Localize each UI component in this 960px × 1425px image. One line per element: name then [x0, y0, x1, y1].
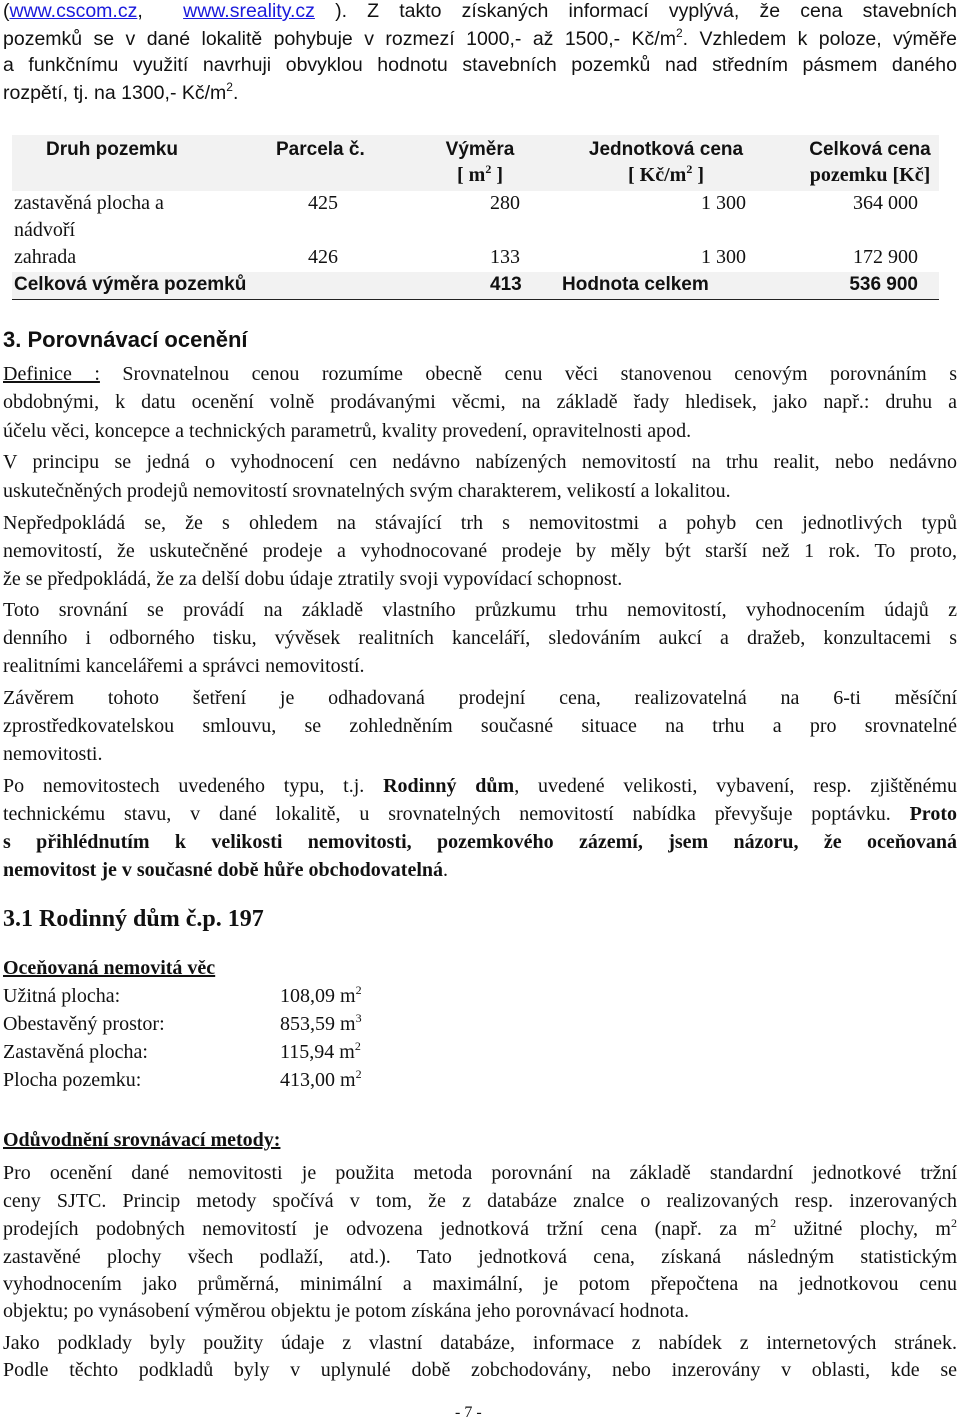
col-header-parcela: Parcela č. — [276, 139, 365, 160]
method-heading: Odůvodnění srovnávací metody: — [3, 1129, 281, 1151]
link-sreality[interactable]: www.sreality.cz — [183, 0, 315, 22]
table-row-2-vymera: 133 — [490, 246, 520, 268]
assumption-line-2: nemovitostí, že uskutečněné prodeje a vyhodnocované prodeje by měly být starší než 1 rok. To proto, — [3, 540, 957, 562]
method-line-1: Pro ocenění dané nemovitosti je použita metoda porovnání na základě standardní jednotkové tržní — [3, 1162, 957, 1184]
principle-line-2: uskutečněných prodejů nemovitostí srovnatelných svým charakterem, velikostí a lokalitou. — [3, 480, 731, 502]
param-value-1: 108,09 $m^2$ — [280, 983, 362, 1007]
definition-line-3: účelu věci, koncepce a technických parametrů, kvality provedení, opravitelnosti apod. — [3, 420, 692, 442]
market-line-2: technickému stavu, v dané lokalitě, u srovnatelných nemovitostí nabídka převyšuje poptávku. Proto — [3, 803, 957, 825]
conclusion-line-3: nemovitosti. — [3, 743, 103, 765]
principle-line-1: V principu se jedná o vyhodnocení cen nedávno nabízených nemovitostí na trhu realit, nebo nedávno — [3, 451, 957, 473]
col-header-druh: Druh pozemku — [46, 139, 178, 160]
table-row-2-celk: 172 900 — [853, 246, 918, 268]
method-line-3: prodejích podobných nemovitostí je odvozena jednotková tržní cena (např. za $m^2$ užitné plochy, $m^2$ — [3, 1216, 957, 1240]
total-vymera: 413 — [490, 274, 522, 295]
market-line-4: nemovitost je v současné době hůře obchodovatelná. — [3, 859, 449, 881]
valued-property-heading: Oceňovaná nemovitá věc — [3, 957, 216, 979]
comparison-line-3: realitními kancelářemi a správci nemovitostí. — [3, 655, 365, 677]
param-value-4: 413,00 $m^2$ — [280, 1067, 362, 1091]
col-header-vymera-unit: [ $m^2$ ] — [457, 162, 503, 186]
table-row-1-druh-l2: nádvoří — [14, 219, 76, 241]
definition-line-2: obdobnými, k datu ocenění volně prodávanými věcmi, na základě řady hledisek, jako např.: druhu a — [3, 391, 957, 413]
method-line-5: vyhodnocením jako průměrná, minimální a maximální, je potom přepočtena na jednotkovou cenu — [3, 1273, 957, 1295]
table-row-2-druh: zahrada — [14, 246, 77, 268]
total-label: Celková výměra pozemků — [14, 274, 247, 295]
param-value-3: 115,94 $m^2$ — [280, 1039, 361, 1063]
method-line-4: zastavěné plochy všech podlaží, atd.). Tato jednotková cena, získaná následným statistickým — [3, 1246, 957, 1268]
comparison-line-2: denního i odborného tisku, vývěsek realitních kanceláří, sledováním aukcí a dražeb, konzultacemi s — [3, 627, 957, 649]
param-label-1: Užitná plocha: — [3, 985, 121, 1007]
col-header-celkova: Celková cena — [809, 139, 931, 160]
table-row-1-jedn: 1 300 — [701, 192, 746, 214]
comparison-line-1: Toto srovnání se provádí na základě vlastního průzkumu trhu nemovitostí, vyhodnocením údajů z — [3, 599, 957, 621]
total-hodnota: 536 900 — [849, 274, 918, 295]
param-label-2: Obestavěný prostor: — [3, 1013, 165, 1035]
section-3-1-title: 3.1 Rodinný dům č.p. 197 — [3, 906, 264, 932]
table-row-2-jedn: 1 300 — [701, 246, 746, 268]
market-line-1: Po nemovitostech uvedeného typu, t.j. Rodinný dům, uvedené velikosti, vybavení, resp. zjištěnému — [3, 775, 957, 797]
section-3-title: 3. Porovnávací ocenění — [3, 327, 248, 352]
table-bottom-rule — [12, 299, 939, 300]
table-row-2-parcela: 426 — [308, 246, 338, 268]
table-row-1-vymera: 280 — [490, 192, 520, 214]
intro-line-3: a funkčnímu využití navrhuji obvyklou hodnotu stavebních pozemků nad středním pásmem daného — [3, 54, 957, 76]
table-row-1-parcela: 425 — [308, 192, 338, 214]
param-label-3: Zastavěná plocha: — [3, 1041, 148, 1063]
param-value-2: 853,59 $m^3$ — [280, 1011, 362, 1035]
table-row-1-druh-l1: zastavěná plocha a — [14, 192, 164, 214]
total-hodnota-label: Hodnota celkem — [562, 274, 709, 295]
sources-line-1: Jako podklady byly použity údaje z vlastní databáze, informace z nabídek z internetových stránek. — [3, 1332, 957, 1354]
intro-line-2: pozemků se v dané lokalitě pohybuje v rozmezí 1000,- až 1500,- $Kč/m^2$. Vzhledem k poloze, výměře — [3, 26, 957, 50]
link-cscom[interactable]: www.cscom.cz — [9, 0, 138, 22]
intro-line-4: rozpětí, tj. na 1300,- $Kč/m^2$. — [3, 80, 239, 104]
assumption-line-3: že se předpokládá, že za delší dobu údaje ztratily svoji vypovídací schopnost. — [3, 568, 623, 590]
definition-line-1: Definice : Srovnatelnou cenou rozumíme obecně cenu věci stanovenou cenovým porovnáním s — [3, 363, 958, 385]
col-header-vymera: Výměra — [445, 139, 515, 160]
conclusion-line-1: Závěrem tohoto šetření je odhadovaná prodejní cena, realizovatelná na 6-ti měsíční — [3, 687, 957, 709]
col-header-jednotkova: Jednotková cena — [588, 139, 744, 160]
col-header-celkova-unit: pozemku [Kč] — [809, 164, 931, 186]
method-line-2: ceny SJTC. Princip metody spočívá v tom, že z databáze znalce o realizovaných resp. inzerovaných — [3, 1190, 957, 1212]
col-header-jednotkova-unit: [ $Kč/m^2$ ] — [628, 162, 704, 186]
page-number: - 7 - — [455, 1404, 482, 1421]
param-label-4: Plocha pozemku: — [3, 1069, 142, 1091]
method-line-6: objektu; po vynásobení výměrou objektu je potom získána jeho porovnávací hodnota. — [3, 1300, 689, 1322]
intro-line-1: (www.cscom.cz, www.sreality.cz ). Z takto získaných informací vyplývá, že cena stavebních — [3, 0, 957, 22]
table-row-1-celk: 364 000 — [853, 192, 918, 214]
sources-line-2: Podle těchto podkladů byly v uplynulé době zobchodovány, nebo inzerovány v oblasti, kde se — [3, 1359, 957, 1381]
conclusion-line-2: zprostředkovatelskou smlouvu, se zohledněním současné situace na trhu a pro srovnatelné — [3, 715, 957, 737]
market-line-3: s přihlédnutím k velikosti nemovitosti, pozemkového zázemí, jsem názoru, že oceňovaná — [3, 831, 957, 853]
assumption-line-1: Nepředpokládá se, že s ohledem na stávající trh s nemovitostmi a pohyb cen jednotlivých typů — [3, 512, 957, 534]
